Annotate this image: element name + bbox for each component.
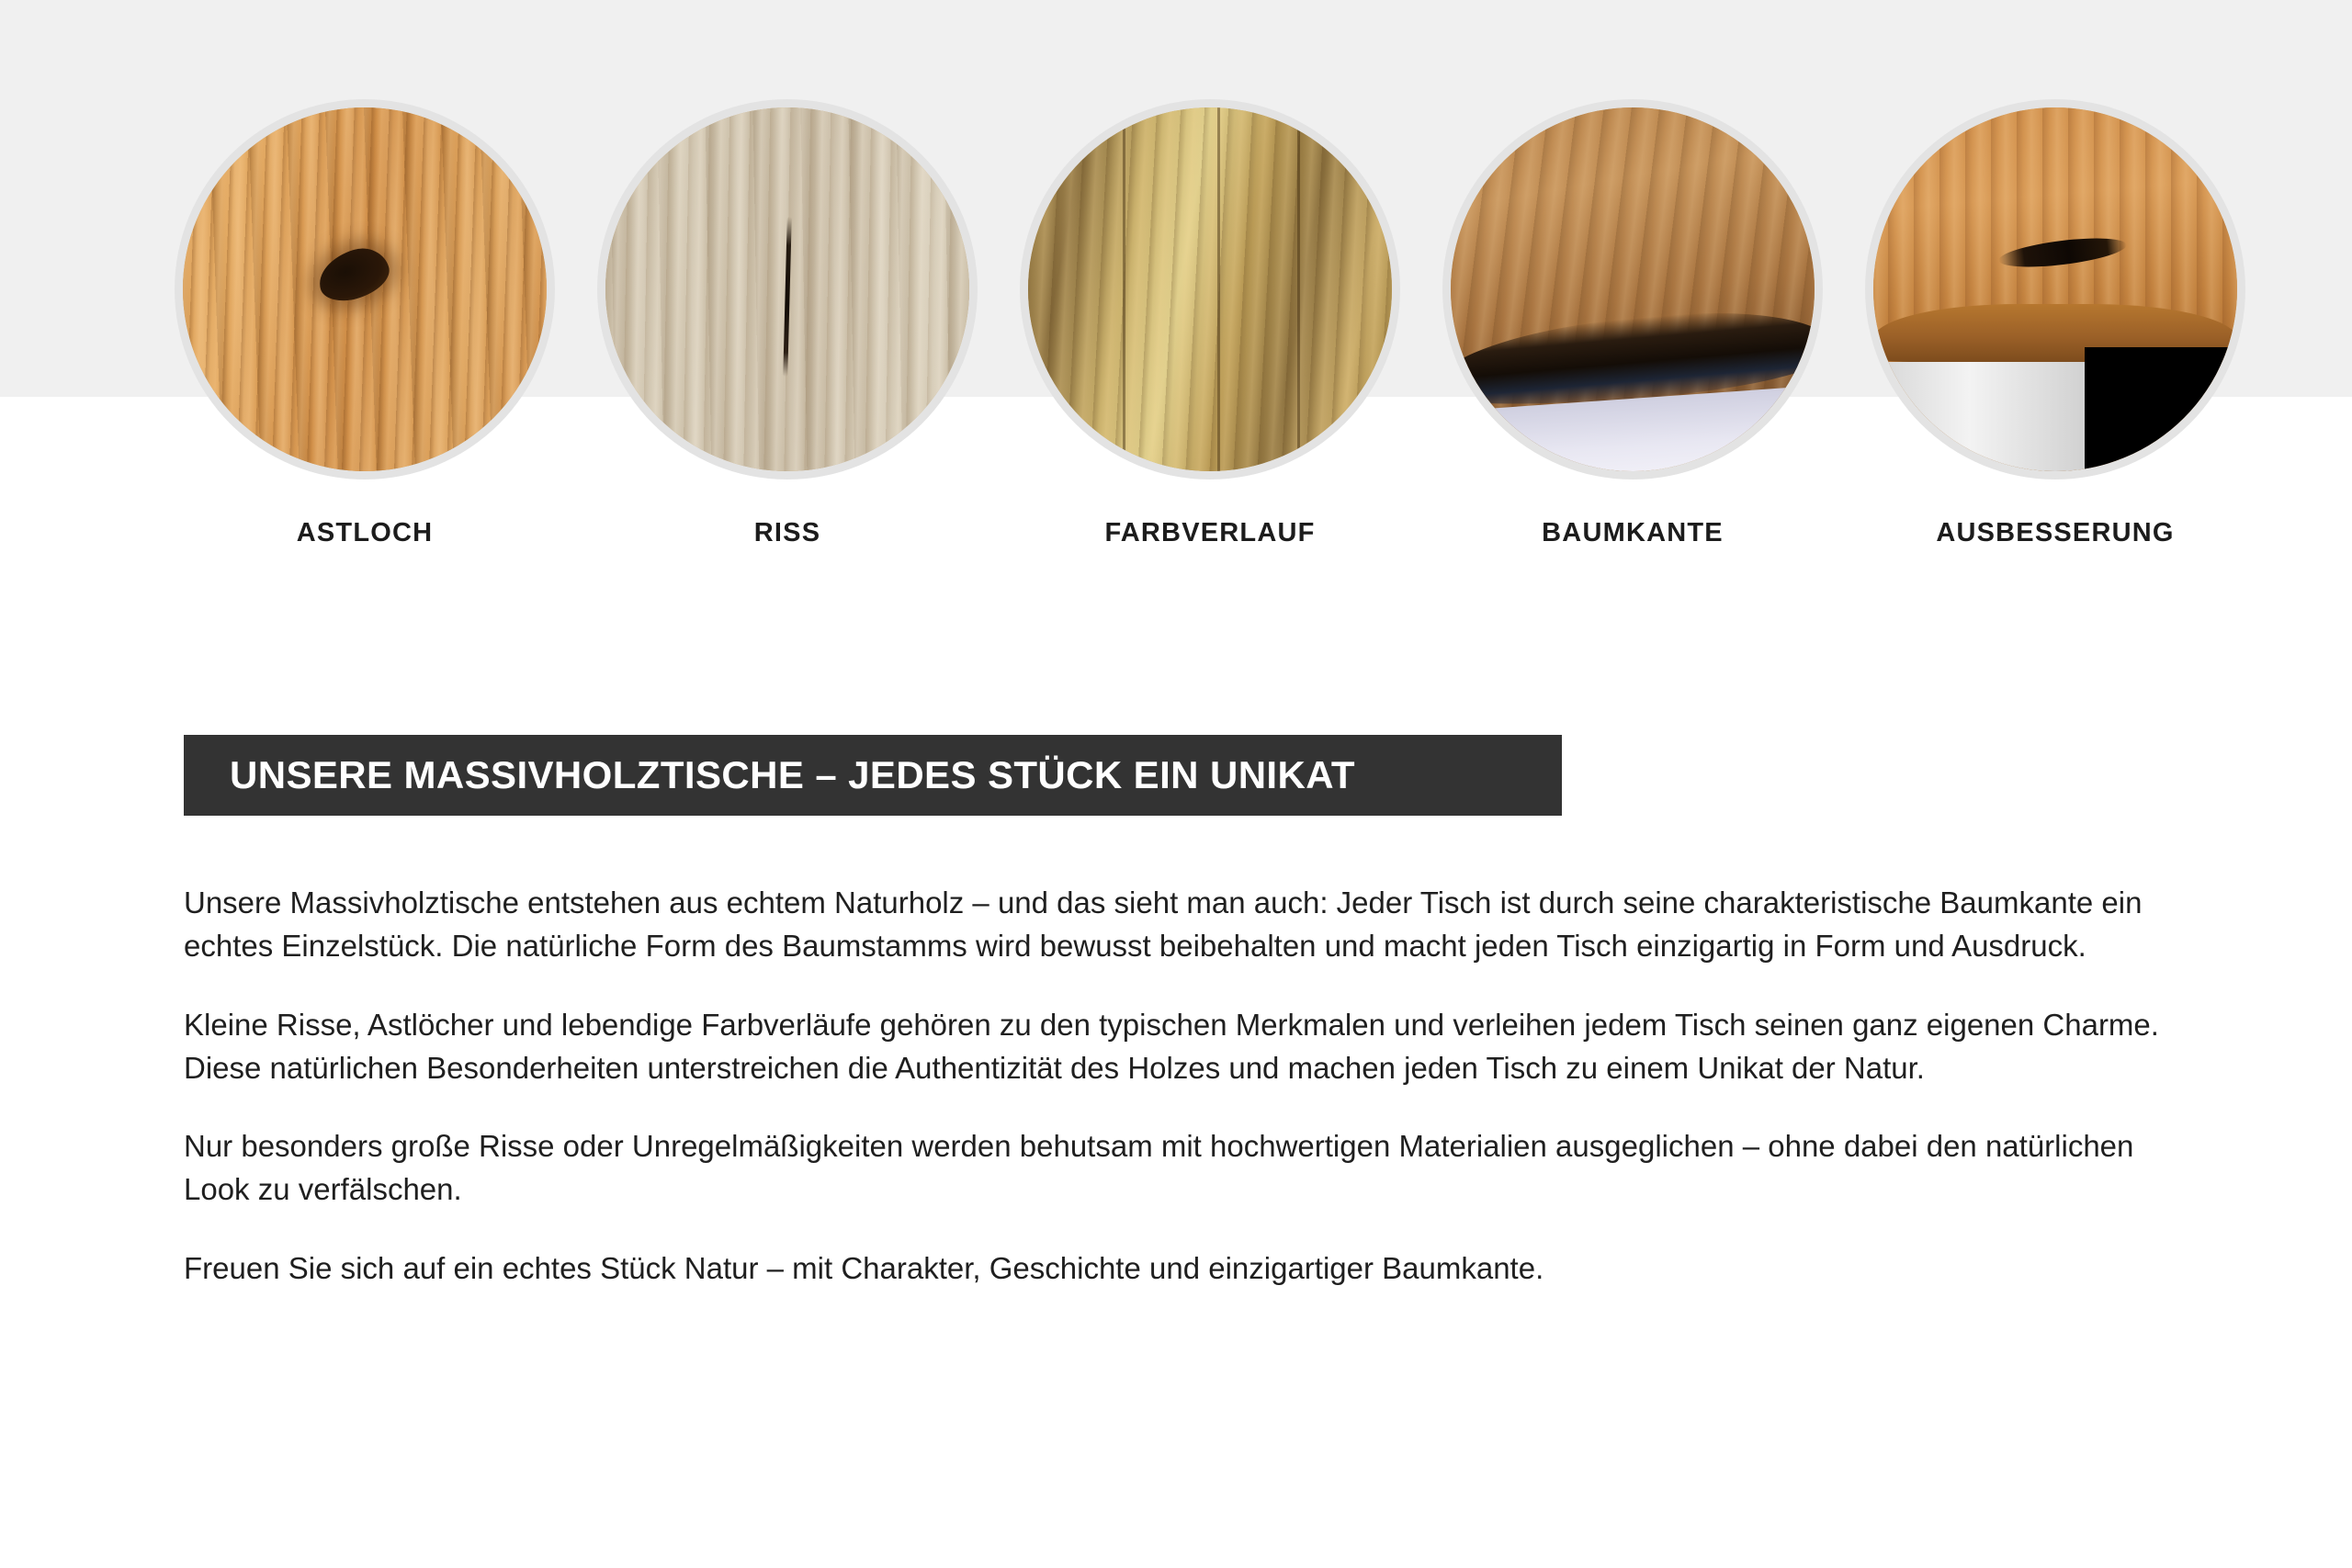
feature-label: AUSBESSERUNG [1936, 518, 2175, 547]
feature-ausbesserung [1865, 99, 2245, 548]
feature-label: ASTLOCH [296, 518, 434, 547]
plank-seam [1297, 107, 1300, 471]
table-leg-dark [2085, 347, 2237, 471]
section-heading-bar [184, 735, 1562, 816]
feature-label: BAUMKANTE [1542, 518, 1724, 547]
circle-frame [1442, 99, 1823, 479]
circle-frame [1020, 99, 1400, 479]
wood-knot-photo-icon [183, 107, 547, 471]
wood-grain-texture [1028, 107, 1392, 471]
circle-frame [175, 99, 555, 479]
paragraph: Freuen Sie sich auf ein echtes Stück Natur – mit Charakter, Geschichte und einzigartiger Baumkante. [184, 1251, 1544, 1286]
wood-color-gradient-photo-icon [1028, 107, 1392, 471]
paragraph: Kleine Risse, Astlöcher und lebendige Farbverläufe gehören zu den typischen Merkmalen und verleihen jedem Tisch seinen ganz eigenen Charme. Diese natürlichen Besonderheiten unterstreichen die Authentizität des Holzes und machen jeden Tisch zu einem Unikat der Natur. [184, 1007, 2159, 1085]
feature-astloch [175, 99, 555, 548]
feature-label: FARBVERLAUF [1104, 518, 1316, 547]
paragraph: Unsere Massivholztische entstehen aus echtem Naturholz – und das sieht man auch: Jeder Tisch ist durch seine charakteristische Baumkante ein echtes Einzelstück. Die natürliche Form des Baumstamms wird bewusst beibehalten und macht jeden Tisch einzigartig in Form und Ausdruck. [184, 886, 2143, 963]
page-title: UNSERE MASSIVHOLZTISCHE – JEDES STÜCK EIN UNIKAT [230, 753, 1355, 796]
feature-label: RISS [753, 518, 821, 547]
plank-seam [1123, 107, 1125, 471]
table-leg-light [1888, 362, 2092, 471]
feature-riss [597, 99, 978, 548]
feature-baumkante [1442, 99, 1823, 548]
paragraph: Nur besonders große Risse oder Unregelmäßigkeiten werden behutsam mit hochwertigen Materialien ausgeglichen – ohne dabei den natürlichen Look zu verfälschen. [184, 1129, 2134, 1207]
wood-characteristics-row [175, 99, 2196, 548]
wood-repair-photo-icon [1873, 107, 2237, 471]
circle-frame [597, 99, 978, 479]
body-text [184, 882, 2177, 1291]
wood-crack-photo-icon [605, 107, 969, 471]
live-edge-photo-icon [1451, 107, 1815, 471]
plank-seam [1217, 107, 1220, 471]
feature-farbverlauf [1020, 99, 1400, 548]
circle-frame [1865, 99, 2245, 479]
